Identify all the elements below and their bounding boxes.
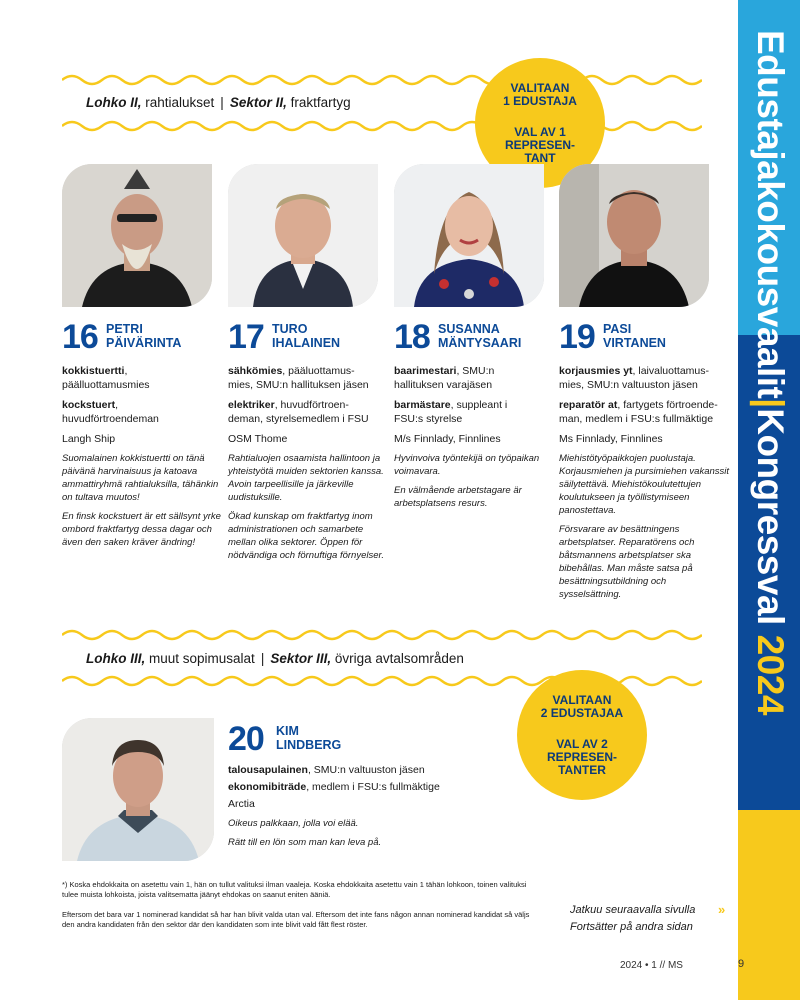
issue-label: 2024 • 1 // MS (620, 960, 683, 971)
candidate-number: 18 (394, 318, 430, 356)
role-sv: elektriker (228, 399, 275, 411)
candidate-info (228, 364, 393, 568)
candidate-number: 20 (228, 720, 264, 758)
candidate-photo-20 (62, 718, 214, 861)
candidate-name (438, 322, 521, 350)
candidate-number: 19 (559, 318, 595, 356)
wave-divider-top-2 (62, 627, 702, 643)
role-sv: ekonomibiträde (228, 781, 307, 793)
quote-fi: Oikeus palkkaan, jolla voi elää. (228, 818, 359, 829)
company: OSM Thome (228, 433, 288, 445)
candidate-18 (394, 320, 554, 580)
company: Arctia (228, 798, 255, 810)
banner-title (742, 30, 798, 750)
lohko-label: Lohko II, (86, 95, 142, 110)
first-name: PETRI (106, 322, 143, 336)
quote-sv: Ökad kunskap om fraktfartyg inom administrationen och samarbete mellan olika sektorer. Öppen för nödvändiga och förnuftiga förnyelser. (228, 511, 384, 561)
badge-sv-text: VAL AV 2 REPRESEN- TANTER (546, 736, 617, 777)
lohko-desc: rahtialukset (141, 95, 215, 110)
continue-sv: Fortsätter på andra sidan (570, 921, 693, 933)
first-name: PASI (603, 322, 632, 336)
candidate-17 (228, 320, 388, 580)
quote-sv: En finsk kockstuert är ett sällsynt yrke ombord fraktfartyg dessa dagar och även den saken kräver ändring! (62, 511, 221, 548)
side-banner (738, 0, 800, 1000)
role-sv: reparatör at (559, 399, 618, 411)
sektor-desc: övriga avtalsområden (331, 651, 464, 666)
last-name: LINDBERG (276, 738, 342, 752)
candidate-number: 16 (62, 318, 98, 356)
role-fi: kokkistuertti (62, 365, 125, 377)
role-fi-rest: , SMU:n valtuuston jäsen (307, 764, 425, 776)
sektor-label: Sektor III, (270, 651, 332, 666)
role-fi: talousapulainen (228, 764, 308, 776)
badge-sv-text: VAL AV 1 REPRESEN- TANT (504, 124, 575, 165)
election-badge-2 (517, 670, 647, 800)
candidate-number: 17 (228, 318, 264, 356)
candidate-16 (62, 320, 222, 580)
role-fi-rest: , (124, 365, 128, 377)
banner-separator: | (750, 398, 791, 409)
role-sv-rest: , huvudförtroen- (274, 399, 349, 411)
quote-sv: En välmående arbetstagare är arbetsplatsens resurs. (394, 485, 522, 509)
sektor-label: Sektor II, (229, 95, 287, 110)
role-sv-rest: , fartygets förtroende- (617, 399, 718, 411)
role-fi-line2: päälluottamusmies (62, 379, 150, 391)
company: M/s Finnlady, Finnlines (394, 433, 501, 445)
continue-note (570, 902, 695, 936)
role-fi: korjausmies yt (559, 365, 633, 377)
role-fi-line2: mies, SMU:n valtuuston jäsen (559, 379, 698, 391)
double-chevron-right-icon: » (718, 902, 726, 917)
badge-fi-text: VALITAAN 2 EDUSTAJAA (540, 692, 624, 720)
role-sv-line2: FSU:s styrelse (394, 413, 463, 425)
role-fi-line2: hallituksen varajäsen (394, 379, 493, 391)
quote-fi: Rahtialuojen osaamista hallintoon ja yhteistyötä muiden sektorien kanssa. Avoin tarpeellisille ja järkeville uudistuksille. (228, 453, 384, 503)
role-sv: barmästare (394, 399, 451, 411)
candidate-photo-18 (394, 164, 544, 307)
continue-fi: Jatkuu seuraavalla sivulla (570, 904, 696, 916)
last-name: VIRTANEN (603, 336, 666, 350)
banner-title-sv: Kongressval (750, 408, 791, 625)
lohko-label: Lohko III, (86, 651, 146, 666)
last-name: IHALAINEN (272, 336, 341, 350)
badge-fi-text: VALITAAN 1 EDUSTAJA (503, 80, 577, 108)
company: Langh Ship (62, 433, 116, 445)
banner-title-fi: Edustajakokousvaalit (750, 30, 791, 399)
role-fi-line2: mies, SMU:n hallituksen jäsen (228, 379, 369, 391)
first-name: SUSANNA (438, 322, 500, 336)
candidate-photo-16 (62, 164, 212, 307)
quote-fi: Miehistötyöpaikkojen puolustaja. Korjausmiehen ja pursimiehen vakanssit säilytettävä. Miehistökoulutettujen koulutukseen ja työllistymiseen panostettava. (559, 453, 730, 516)
quote-fi: Suomalainen kokkistuertti on tänä päivänä harvinaisuus ja katoava ammattiryhmä rahtialuksilla, tähänkin on tultava muutos! (62, 453, 219, 503)
banner-year: 2024 (750, 634, 791, 715)
wave-divider-top-1 (62, 72, 702, 88)
role-fi: sähkömies (228, 365, 283, 377)
section-heading-lohko-2: Lohko II, rahtialukset | Sektor II, fraktfartyg (86, 95, 351, 110)
banner-yellow-block (738, 810, 800, 1000)
candidate-photo-17 (228, 164, 378, 307)
page-number: 9 (738, 958, 745, 970)
role-sv: kockstuert (62, 399, 116, 411)
role-fi-rest: , laivaluottamus- (632, 365, 709, 377)
role-fi-rest: , pääluottamus- (282, 365, 355, 377)
footnote-sv: Eftersom det bara var 1 nominerad kandidat så har han blivit valda utan val. Eftersom det inte fans någon annan nominerad kandidat så väljs den andra kandidaten från den sektor där den kandidaten som inte blivit vald fått flest röster. (62, 910, 530, 929)
candidate-info (62, 364, 227, 555)
candidate-info (228, 763, 528, 855)
quote-sv: Försvarare av besättningens arbetsplatser. Reparatörens och båtsmannens arbetsplatser ska bibehållas. Man måste satsa på besättningsutbildning och sysselsättning. (559, 524, 695, 600)
last-name: PÄIVÄRINTA (106, 336, 182, 350)
role-sv-rest: , (115, 399, 119, 411)
role-fi-rest: , SMU:n (456, 365, 495, 377)
candidate-20 (228, 722, 528, 862)
first-name: KIM (276, 724, 299, 738)
wave-divider-bottom-1 (62, 118, 702, 134)
candidate-name (276, 724, 341, 752)
role-fi: baarimestari (394, 365, 457, 377)
role-sv-line2: man, medlem i FSU:s fullmäktige (559, 413, 714, 425)
candidate-info (394, 364, 559, 516)
role-sv-line2: huvudförtroendeman (62, 413, 159, 425)
quote-fi: Hyvinvoiva työntekijä on työpaikan voimavara. (394, 453, 540, 477)
section-heading-lohko-3: Lohko III, muut sopimusalat | Sektor III, övriga avtalsområden (86, 651, 464, 666)
candidate-name (272, 322, 340, 350)
sektor-desc: fraktfartyg (286, 95, 351, 110)
role-sv-rest: , medlem i FSU:s fullmäktige (306, 781, 440, 793)
candidate-name (106, 322, 181, 350)
first-name: TURO (272, 322, 308, 336)
last-name: MÄNTYSAARI (438, 336, 522, 350)
role-sv-line2: deman, styrelsemedlem i FSU (228, 413, 369, 425)
quote-sv: Rätt till en lön som man kan leva på. (228, 837, 382, 848)
lohko-desc: muut sopimusalat (145, 651, 255, 666)
candidate-19 (559, 318, 730, 600)
footnote-fi: *) Koska ehdokkaita on asetettu vain 1, hän on tullut valituksi ilman vaaleja. Koska ehdokkaita asetettu vain 1 tähän lohkoon, toinen valituksi tulee muista lohkoista, joista valitsematta jäänyt ehdokas on saanut eniten ääniä. (62, 880, 527, 899)
role-sv-rest: , suppleant i (450, 399, 508, 411)
candidate-info (559, 364, 731, 607)
company: Ms Finnlady, Finnlines (559, 433, 663, 445)
candidate-photo-19 (559, 164, 709, 307)
candidate-name (603, 322, 666, 350)
